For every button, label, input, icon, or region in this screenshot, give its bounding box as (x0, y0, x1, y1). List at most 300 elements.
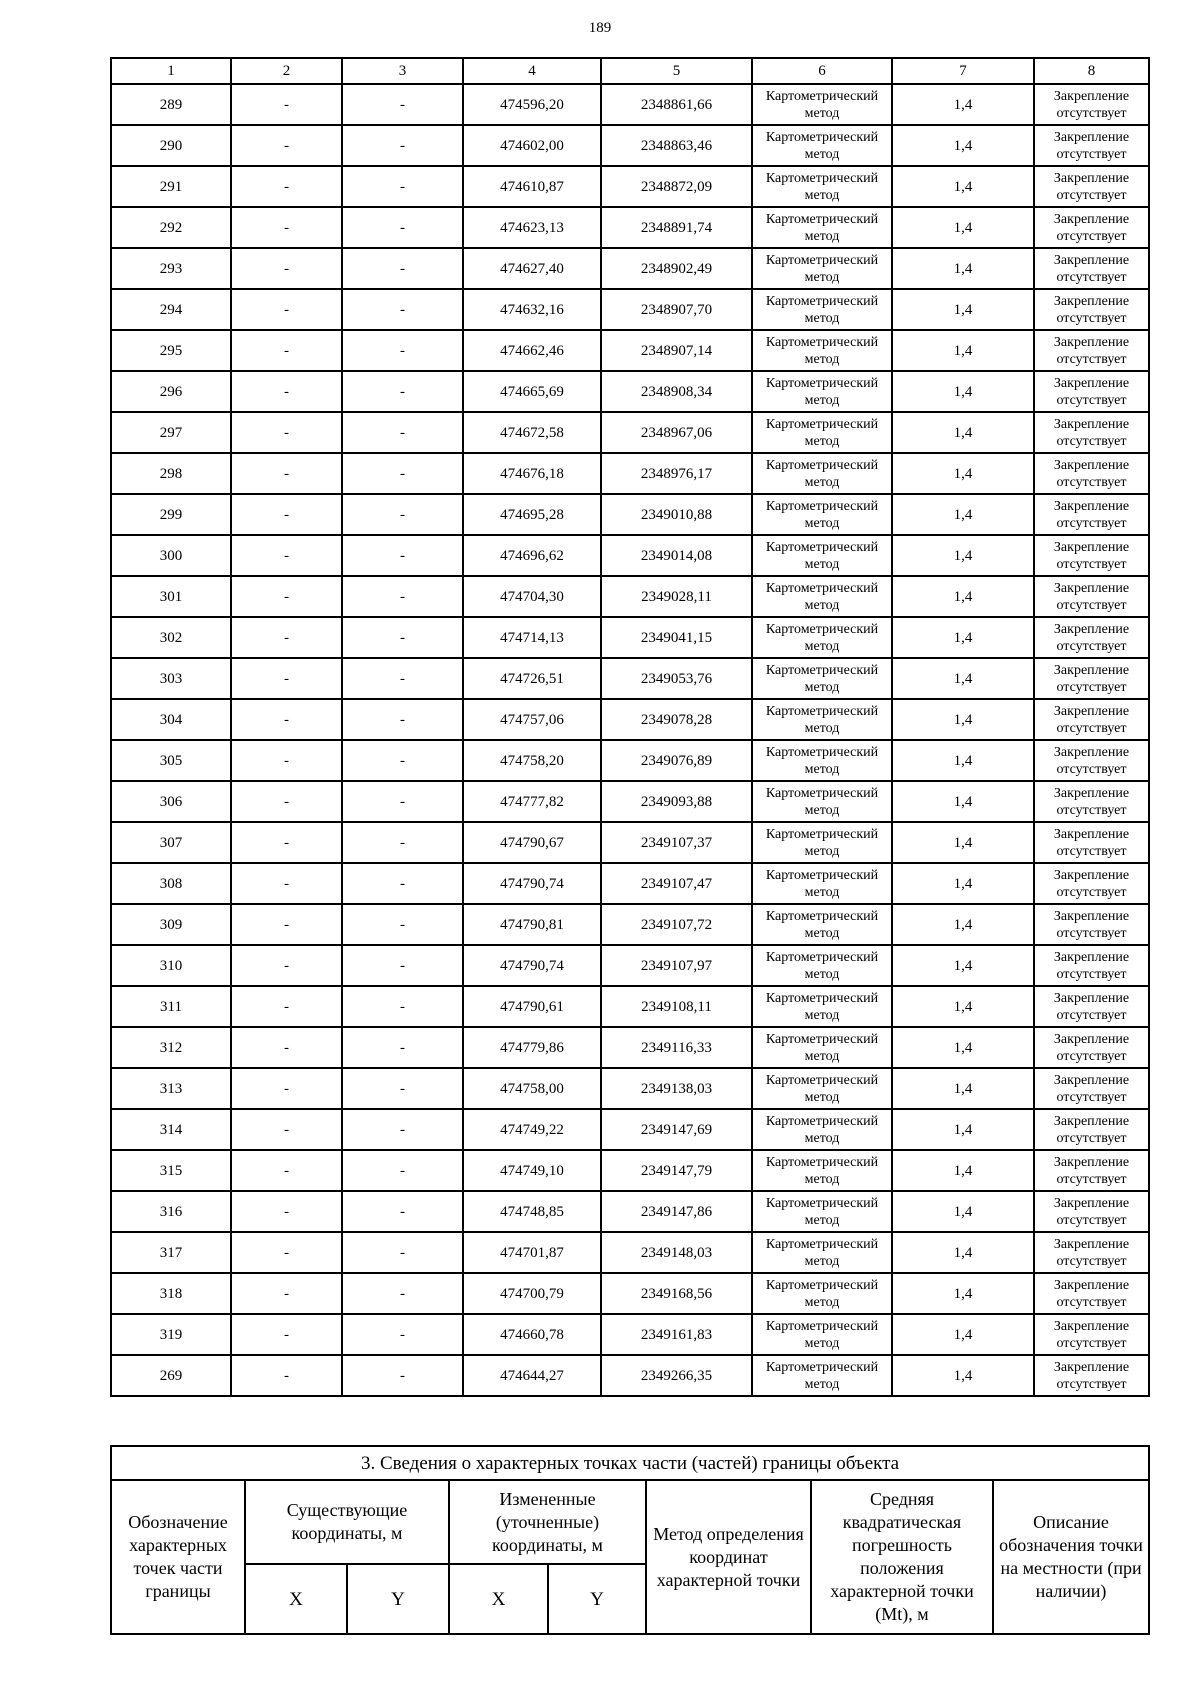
method-value: Картометрический метод (752, 84, 892, 125)
column-2-value: - (231, 822, 342, 863)
table-row (111, 576, 1149, 617)
column-2-value: - (231, 740, 342, 781)
description-header: Описание обозначения точки на местности (при наличии) (993, 1480, 1149, 1634)
section-title: 3. Сведения о характерных точках части (частей) границы объекта (111, 1446, 1149, 1480)
column-2-value: - (231, 1068, 342, 1109)
method-header: Метод определения координат характерной точки (646, 1480, 811, 1634)
table-row (111, 1109, 1149, 1150)
point-number: 294 (111, 289, 231, 330)
description-value: Закрепление отсутствует (1034, 1068, 1149, 1109)
y-coordinate: 2349147,79 (601, 1150, 752, 1191)
description-value: Закрепление отсутствует (1034, 617, 1149, 658)
y-coordinate: 2349168,56 (601, 1273, 752, 1314)
description-value: Закрепление отсутствует (1034, 740, 1149, 781)
description-value: Закрепление отсутствует (1034, 289, 1149, 330)
table-row (111, 494, 1149, 535)
column-3-value: - (342, 1150, 463, 1191)
method-value: Картометрический метод (752, 412, 892, 453)
y-coordinate: 2349161,83 (601, 1314, 752, 1355)
x-coordinate: 474758,00 (463, 1068, 601, 1109)
column-3-value: - (342, 822, 463, 863)
description-value: Закрепление отсутствует (1034, 699, 1149, 740)
column-number: 4 (463, 58, 601, 84)
table-row (111, 1027, 1149, 1068)
table-row (111, 658, 1149, 699)
y-coordinate: 2348902,49 (601, 248, 752, 289)
y-coordinate: 2349014,08 (601, 535, 752, 576)
point-number: 310 (111, 945, 231, 986)
column-2-value: - (231, 986, 342, 1027)
point-number: 306 (111, 781, 231, 822)
point-number: 289 (111, 84, 231, 125)
description-value: Закрепление отсутствует (1034, 1027, 1149, 1068)
description-value: Закрепление отсутствует (1034, 84, 1149, 125)
table-row (111, 617, 1149, 658)
x-coordinate: 474749,10 (463, 1150, 601, 1191)
x-coordinate: 474790,74 (463, 863, 601, 904)
column-3-value: - (342, 576, 463, 617)
x-coordinate: 474660,78 (463, 1314, 601, 1355)
table-row (111, 781, 1149, 822)
method-value: Картометрический метод (752, 822, 892, 863)
changed-x-header: X (449, 1564, 548, 1634)
method-value: Картометрический метод (752, 945, 892, 986)
description-value: Закрепление отсутствует (1034, 166, 1149, 207)
column-2-value: - (231, 904, 342, 945)
table-row (111, 535, 1149, 576)
table-row (111, 84, 1149, 125)
point-number: 307 (111, 822, 231, 863)
description-value: Закрепление отсутствует (1034, 658, 1149, 699)
method-value: Картометрический метод (752, 1027, 892, 1068)
mt-value: 1,4 (892, 166, 1034, 207)
point-number: 308 (111, 863, 231, 904)
column-2-value: - (231, 412, 342, 453)
point-number: 314 (111, 1109, 231, 1150)
y-coordinate: 2348908,34 (601, 371, 752, 412)
table-row (111, 289, 1149, 330)
mt-value: 1,4 (892, 1355, 1034, 1396)
column-2-value: - (231, 781, 342, 822)
column-3-value: - (342, 986, 463, 1027)
y-coordinate: 2349010,88 (601, 494, 752, 535)
mt-value: 1,4 (892, 371, 1034, 412)
y-coordinate: 2348861,66 (601, 84, 752, 125)
y-coordinate: 2348872,09 (601, 166, 752, 207)
column-3-value: - (342, 740, 463, 781)
column-3-value: - (342, 1191, 463, 1232)
y-coordinate: 2348967,06 (601, 412, 752, 453)
method-value: Картометрический метод (752, 125, 892, 166)
y-coordinate: 2348907,14 (601, 330, 752, 371)
y-coordinate: 2349147,86 (601, 1191, 752, 1232)
column-3-value: - (342, 617, 463, 658)
designation-header: Обозначение характерных точек части границы (111, 1480, 245, 1634)
table-row (111, 1150, 1149, 1191)
column-3-value: - (342, 371, 463, 412)
mt-value: 1,4 (892, 453, 1034, 494)
column-3-value: - (342, 1109, 463, 1150)
description-value: Закрепление отсутствует (1034, 125, 1149, 166)
mt-value: 1,4 (892, 84, 1034, 125)
x-coordinate: 474701,87 (463, 1232, 601, 1273)
point-number: 311 (111, 986, 231, 1027)
y-coordinate: 2349078,28 (601, 699, 752, 740)
column-3-value: - (342, 699, 463, 740)
column-2-value: - (231, 699, 342, 740)
column-2-value: - (231, 576, 342, 617)
column-2-value: - (231, 166, 342, 207)
column-2-value: - (231, 289, 342, 330)
column-3-value: - (342, 330, 463, 371)
column-2-value: - (231, 248, 342, 289)
x-coordinate: 474644,27 (463, 1355, 601, 1396)
y-coordinate: 2349107,47 (601, 863, 752, 904)
method-value: Картометрический метод (752, 166, 892, 207)
mt-value: 1,4 (892, 1109, 1034, 1150)
table-row (111, 412, 1149, 453)
mt-value: 1,4 (892, 576, 1034, 617)
x-coordinate: 474672,58 (463, 412, 601, 453)
column-3-value: - (342, 84, 463, 125)
x-coordinate: 474676,18 (463, 453, 601, 494)
point-number: 301 (111, 576, 231, 617)
point-number: 316 (111, 1191, 231, 1232)
mt-value: 1,4 (892, 494, 1034, 535)
x-coordinate: 474779,86 (463, 1027, 601, 1068)
mt-value: 1,4 (892, 1068, 1034, 1109)
point-number: 296 (111, 371, 231, 412)
existing-coordinates-header: Существующие координаты, м (245, 1480, 449, 1564)
x-coordinate: 474790,74 (463, 945, 601, 986)
mt-value: 1,4 (892, 248, 1034, 289)
point-number: 309 (111, 904, 231, 945)
method-value: Картометрический метод (752, 699, 892, 740)
table-row (111, 699, 1149, 740)
method-value: Картометрический метод (752, 1273, 892, 1314)
y-coordinate: 2349138,03 (601, 1068, 752, 1109)
table-row (111, 740, 1149, 781)
point-number: 315 (111, 1150, 231, 1191)
mt-value: 1,4 (892, 699, 1034, 740)
description-value: Закрепление отсутствует (1034, 1232, 1149, 1273)
x-coordinate: 474758,20 (463, 740, 601, 781)
method-value: Картометрический метод (752, 658, 892, 699)
mt-value: 1,4 (892, 1232, 1034, 1273)
description-value: Закрепление отсутствует (1034, 1273, 1149, 1314)
method-value: Картометрический метод (752, 904, 892, 945)
point-number: 302 (111, 617, 231, 658)
column-3-value: - (342, 494, 463, 535)
column-2-value: - (231, 1109, 342, 1150)
method-value: Картометрический метод (752, 494, 892, 535)
y-coordinate: 2349116,33 (601, 1027, 752, 1068)
column-number: 7 (892, 58, 1034, 84)
mt-value: 1,4 (892, 781, 1034, 822)
method-value: Картометрический метод (752, 740, 892, 781)
table-row (111, 166, 1149, 207)
column-3-value: - (342, 1314, 463, 1355)
point-number: 318 (111, 1273, 231, 1314)
column-2-value: - (231, 617, 342, 658)
column-3-value: - (342, 1273, 463, 1314)
table-row (111, 371, 1149, 412)
description-value: Закрепление отсутствует (1034, 1314, 1149, 1355)
table-row (111, 1273, 1149, 1314)
column-3-value: - (342, 248, 463, 289)
method-value: Картометрический метод (752, 248, 892, 289)
x-coordinate: 474726,51 (463, 658, 601, 699)
mt-value: 1,4 (892, 822, 1034, 863)
y-coordinate: 2349108,11 (601, 986, 752, 1027)
x-coordinate: 474749,22 (463, 1109, 601, 1150)
description-value: Закрепление отсутствует (1034, 1109, 1149, 1150)
point-number: 290 (111, 125, 231, 166)
column-2-value: - (231, 1355, 342, 1396)
column-2-value: - (231, 453, 342, 494)
x-coordinate: 474714,13 (463, 617, 601, 658)
column-3-value: - (342, 945, 463, 986)
mt-value: 1,4 (892, 1150, 1034, 1191)
table-row (111, 986, 1149, 1027)
x-coordinate: 474695,28 (463, 494, 601, 535)
method-value: Картометрический метод (752, 289, 892, 330)
table-row (111, 330, 1149, 371)
mt-value: 1,4 (892, 207, 1034, 248)
table-row (111, 1191, 1149, 1232)
y-coordinate: 2349041,15 (601, 617, 752, 658)
mt-value: 1,4 (892, 1027, 1034, 1068)
column-2-value: - (231, 658, 342, 699)
table-row (111, 863, 1149, 904)
y-coordinate: 2349028,11 (601, 576, 752, 617)
x-coordinate: 474696,62 (463, 535, 601, 576)
column-number: 5 (601, 58, 752, 84)
description-value: Закрепление отсутствует (1034, 494, 1149, 535)
x-coordinate: 474790,81 (463, 904, 601, 945)
column-2-value: - (231, 371, 342, 412)
point-number: 313 (111, 1068, 231, 1109)
section-3-table (110, 1445, 1150, 1635)
column-3-value: - (342, 1027, 463, 1068)
x-coordinate: 474748,85 (463, 1191, 601, 1232)
y-coordinate: 2349266,35 (601, 1355, 752, 1396)
column-3-value: - (342, 658, 463, 699)
description-value: Закрепление отсутствует (1034, 986, 1149, 1027)
x-coordinate: 474777,82 (463, 781, 601, 822)
column-2-value: - (231, 207, 342, 248)
column-3-value: - (342, 412, 463, 453)
column-3-value: - (342, 125, 463, 166)
description-value: Закрепление отсутствует (1034, 945, 1149, 986)
point-number: 304 (111, 699, 231, 740)
mt-value: 1,4 (892, 863, 1034, 904)
table-row (111, 945, 1149, 986)
description-value: Закрепление отсутствует (1034, 1355, 1149, 1396)
description-value: Закрепление отсутствует (1034, 863, 1149, 904)
method-value: Картометрический метод (752, 1109, 892, 1150)
mt-value: 1,4 (892, 617, 1034, 658)
method-value: Картометрический метод (752, 453, 892, 494)
point-number: 293 (111, 248, 231, 289)
coordinates-table (110, 57, 1150, 1397)
y-coordinate: 2349107,97 (601, 945, 752, 986)
x-coordinate: 474790,61 (463, 986, 601, 1027)
method-value: Картометрический метод (752, 576, 892, 617)
y-coordinate: 2349107,72 (601, 904, 752, 945)
column-3-value: - (342, 289, 463, 330)
description-value: Закрепление отсутствует (1034, 248, 1149, 289)
x-coordinate: 474602,00 (463, 125, 601, 166)
mt-value: 1,4 (892, 658, 1034, 699)
x-coordinate: 474623,13 (463, 207, 601, 248)
x-coordinate: 474632,16 (463, 289, 601, 330)
method-value: Картометрический метод (752, 1314, 892, 1355)
column-3-value: - (342, 1068, 463, 1109)
changed-coordinates-header: Измененные (уточненные) координаты, м (449, 1480, 646, 1564)
y-coordinate: 2349093,88 (601, 781, 752, 822)
method-value: Картометрический метод (752, 1150, 892, 1191)
column-2-value: - (231, 1273, 342, 1314)
column-2-value: - (231, 1191, 342, 1232)
point-number: 297 (111, 412, 231, 453)
description-value: Закрепление отсутствует (1034, 207, 1149, 248)
changed-y-header: Y (548, 1564, 646, 1634)
point-number: 312 (111, 1027, 231, 1068)
column-3-value: - (342, 781, 463, 822)
existing-x-header: X (245, 1564, 347, 1634)
column-2-value: - (231, 84, 342, 125)
x-coordinate: 474665,69 (463, 371, 601, 412)
y-coordinate: 2348976,17 (601, 453, 752, 494)
column-2-value: - (231, 125, 342, 166)
point-number: 291 (111, 166, 231, 207)
point-number: 269 (111, 1355, 231, 1396)
x-coordinate: 474704,30 (463, 576, 601, 617)
column-3-value: - (342, 535, 463, 576)
column-2-value: - (231, 535, 342, 576)
y-coordinate: 2349107,37 (601, 822, 752, 863)
mt-value: 1,4 (892, 1314, 1034, 1355)
method-value: Картометрический метод (752, 371, 892, 412)
existing-y-header: Y (347, 1564, 449, 1634)
column-number-row (111, 58, 1149, 84)
mt-value: 1,4 (892, 125, 1034, 166)
mt-value: 1,4 (892, 412, 1034, 453)
x-coordinate: 474757,06 (463, 699, 601, 740)
x-coordinate: 474662,46 (463, 330, 601, 371)
table-row (111, 207, 1149, 248)
table-row (111, 248, 1149, 289)
point-number: 319 (111, 1314, 231, 1355)
mt-value: 1,4 (892, 740, 1034, 781)
x-coordinate: 474596,20 (463, 84, 601, 125)
column-number: 2 (231, 58, 342, 84)
method-value: Картометрический метод (752, 1355, 892, 1396)
column-number: 8 (1034, 58, 1149, 84)
column-3-value: - (342, 207, 463, 248)
column-2-value: - (231, 945, 342, 986)
y-coordinate: 2348907,70 (601, 289, 752, 330)
column-2-value: - (231, 330, 342, 371)
method-value: Картометрический метод (752, 330, 892, 371)
description-value: Закрепление отсутствует (1034, 576, 1149, 617)
point-number: 298 (111, 453, 231, 494)
mt-value: 1,4 (892, 1273, 1034, 1314)
description-value: Закрепление отсутствует (1034, 453, 1149, 494)
column-3-value: - (342, 1232, 463, 1273)
point-number: 303 (111, 658, 231, 699)
method-value: Картометрический метод (752, 1068, 892, 1109)
column-2-value: - (231, 1314, 342, 1355)
error-header: Средняя квадратическая погрешность положения характерной точки (Mt), м (811, 1480, 993, 1634)
page-number: 189 (588, 20, 612, 36)
description-value: Закрепление отсутствует (1034, 371, 1149, 412)
y-coordinate: 2348891,74 (601, 207, 752, 248)
table-row (111, 822, 1149, 863)
method-value: Картометрический метод (752, 535, 892, 576)
method-value: Картометрический метод (752, 207, 892, 248)
method-value: Картометрический метод (752, 1232, 892, 1273)
column-2-value: - (231, 863, 342, 904)
mt-value: 1,4 (892, 535, 1034, 576)
description-value: Закрепление отсутствует (1034, 330, 1149, 371)
point-number: 299 (111, 494, 231, 535)
column-3-value: - (342, 166, 463, 207)
x-coordinate: 474627,40 (463, 248, 601, 289)
column-2-value: - (231, 1150, 342, 1191)
column-number: 3 (342, 58, 463, 84)
method-value: Картометрический метод (752, 1191, 892, 1232)
y-coordinate: 2349147,69 (601, 1109, 752, 1150)
description-value: Закрепление отсутствует (1034, 1191, 1149, 1232)
description-value: Закрепление отсутствует (1034, 1150, 1149, 1191)
y-coordinate: 2349148,03 (601, 1232, 752, 1273)
mt-value: 1,4 (892, 289, 1034, 330)
table-row (111, 1314, 1149, 1355)
column-3-value: - (342, 863, 463, 904)
mt-value: 1,4 (892, 330, 1034, 371)
column-3-value: - (342, 453, 463, 494)
mt-value: 1,4 (892, 904, 1034, 945)
column-number: 6 (752, 58, 892, 84)
column-number: 1 (111, 58, 231, 84)
table-row (111, 1068, 1149, 1109)
table-row (111, 1355, 1149, 1396)
column-3-value: - (342, 904, 463, 945)
column-2-value: - (231, 494, 342, 535)
description-value: Закрепление отсутствует (1034, 904, 1149, 945)
table-row (111, 125, 1149, 166)
description-value: Закрепление отсутствует (1034, 781, 1149, 822)
mt-value: 1,4 (892, 1191, 1034, 1232)
y-coordinate: 2349076,89 (601, 740, 752, 781)
y-coordinate: 2349053,76 (601, 658, 752, 699)
mt-value: 1,4 (892, 986, 1034, 1027)
column-2-value: - (231, 1027, 342, 1068)
description-value: Закрепление отсутствует (1034, 535, 1149, 576)
description-value: Закрепление отсутствует (1034, 822, 1149, 863)
point-number: 317 (111, 1232, 231, 1273)
point-number: 300 (111, 535, 231, 576)
table-row (111, 1232, 1149, 1273)
x-coordinate: 474610,87 (463, 166, 601, 207)
table-row (111, 453, 1149, 494)
column-2-value: - (231, 1232, 342, 1273)
table-row (111, 904, 1149, 945)
mt-value: 1,4 (892, 945, 1034, 986)
x-coordinate: 474790,67 (463, 822, 601, 863)
